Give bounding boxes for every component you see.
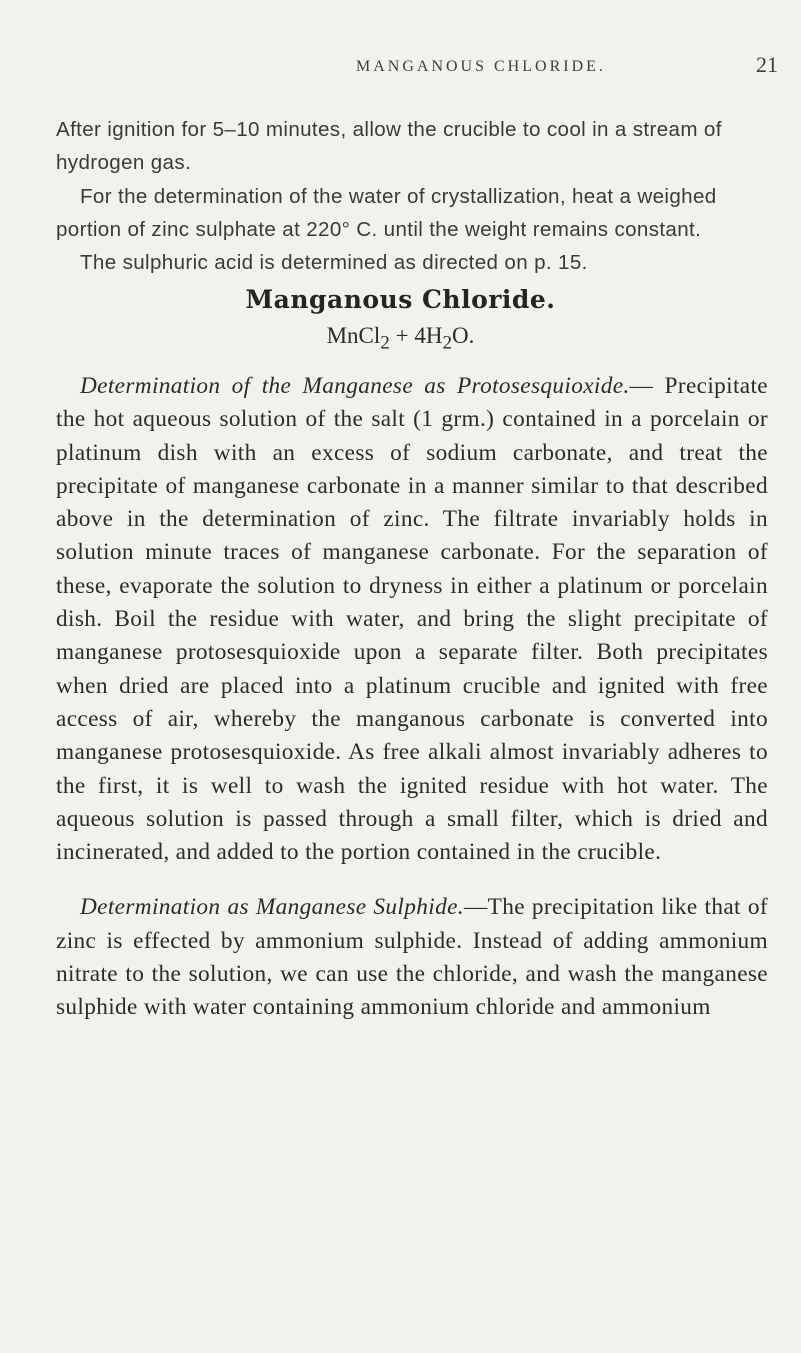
paragraph-heading: Determination of the Manganese as Protosesquioxide.: [80, 373, 630, 399]
paragraph-ignition: After ignition for 5–10 minutes, allow the crucible to cool in a stream of hydrogen gas.: [56, 118, 722, 175]
formula-subscript: 2: [380, 332, 390, 354]
running-head: MANGANOUS CHLORIDE.: [356, 58, 606, 75]
paragraph-protosesquioxide: [56, 370, 768, 869]
chemical-formula: [0, 323, 801, 355]
paragraph-heading: Determination as Manganese Sulphide.: [80, 894, 464, 921]
em-dash: —: [629, 373, 654, 399]
formula-subscript: 2: [442, 332, 453, 354]
formula-part: + 4H: [389, 323, 443, 348]
paragraph-sulphide: [56, 891, 768, 1024]
paragraph-body: The precipitation like that of zinc is effected by ammonium sulphide. Instead of adding ammonium nitrate to the solution, we can use the chloride, and wash the manganese sulphide with water containing ammonium chloride and ammonium: [56, 894, 769, 1021]
formula-part: MnCl: [326, 323, 381, 348]
paragraph-water-crystallization: For the determination of the water of crystallization, heat a weighed portion of zinc sulphate at 220° C. until the weight remains constant.: [56, 184, 717, 241]
main-text: [56, 370, 768, 1025]
paragraph-body: Precipitate the hot aqueous solution of the salt (1 grm.) contained in a porcelain or platinum dish with an excess of sodium carbonate, and treat the precipitate of manganese carbonate in a manner similar to that described above in the determination of zinc. The filtrate invariably holds in solution minute traces of manganese carbonate. For the separation of these, evaporate the solution to dryness in either a platinum or porcelain dish. Boil the residue with water, and bring the slight precipitate of manganese protosesquioxide upon a separate filter. Both precipitates when dried are placed into a platinum crucible and ignited with free access of air, whereby the manganous carbonate is converted into manganese protosesquioxide. As free alkali almost invariably adheres to the first, it is well to wash the ignited residue with hot water. The aqueous solution is passed through a small filter, which is dried and incinerated, and added to the portion contained in the crucible.: [56, 373, 768, 866]
formula-part: O.: [452, 323, 475, 348]
continued-text: [56, 113, 768, 279]
em-dash: —: [463, 894, 488, 921]
page-number: 21: [756, 52, 778, 77]
section-title: Manganous Chloride.: [245, 285, 556, 314]
paragraph-sulphuric-acid: The sulphuric acid is determined as directed on p. 15.: [80, 251, 588, 275]
